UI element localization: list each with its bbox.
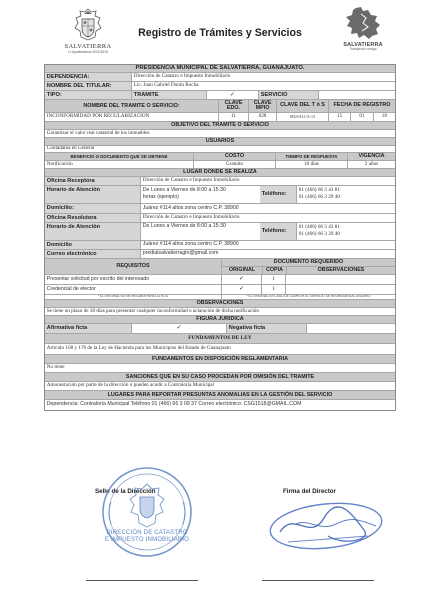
requisito-copia-count: 1 [261, 285, 285, 294]
dependencia-row [45, 73, 395, 82]
firma-label: Firma del Director [283, 488, 336, 495]
horario-receptora-label: Horario de Atención [45, 186, 140, 203]
nombre-header-row [45, 100, 395, 113]
brand-name: SALVATIERRA [343, 42, 383, 49]
fecha-day: 15 [328, 113, 350, 121]
requisito-original-check: ✓ [221, 285, 261, 294]
fundamentos-ley-header-row [45, 334, 395, 344]
fundamentos-reg-header: FUNDAMENTOS EN DISPOSICIÓN REGLAMENTARIA [45, 355, 395, 363]
main-header: PRESIDENCIA MUNICIPAL DE SALVATIERRA, GUANAJUATO. [45, 65, 395, 72]
titular-row [45, 82, 395, 91]
fecha-month: 01 [350, 113, 372, 121]
figura-row [45, 324, 395, 334]
dependencia-label: DEPENDENCIA: [45, 73, 131, 81]
lugar-header: LUGAR DONDE SE REALIZA [45, 169, 395, 176]
fundamentos-reg-header-row [45, 355, 395, 364]
observaciones-header-row [45, 300, 395, 308]
beneficio-header: BENEFICIO O DOCUMENTO QUE SE OBTIENE [45, 153, 193, 160]
correo-row [45, 250, 395, 259]
oficina-resolutora-value: Dirección de Catastro e Impuesto Inmobiliario [140, 214, 395, 222]
negativa-checkbox [306, 324, 395, 333]
servicio-checkbox [318, 91, 395, 99]
telefono2-1: 01 (466) 66 3 43 81 [298, 224, 340, 231]
observaciones-value: Se tiene un plazo de 30 días para presentar cualquier inconformidad o aclaración de dicha notificación [46, 308, 259, 314]
titular-value: Lic. Juan Gabriel Durán Rocha [131, 82, 395, 90]
stamp-line1: DIRECCIÓN DE CATASTRO [106, 530, 188, 536]
objetivo-header: OBJETIVO DEL TRAMITE O SERVICIO [45, 122, 395, 129]
fundamentos-reg-value-row [45, 364, 395, 373]
horario-resolutora-value: De Lunes a Viernes de 8:00 a 15:30 [142, 223, 226, 230]
oficina-resolutora-label: Oficina Resolutora [45, 214, 140, 222]
requisito-text: Credencial de elector [46, 285, 96, 292]
requisito-original-check: ✓ [221, 275, 261, 284]
fecha-year: 18 [373, 113, 395, 121]
requisitos-header-row [45, 259, 395, 275]
nombre-header: NOMBRE DEL TRAMITE O SERVICIO: [45, 100, 218, 112]
fundamentos-ley-value-row [45, 344, 395, 355]
main-header-row [45, 65, 395, 73]
requisito-row [45, 285, 395, 295]
objetivo-value-row [45, 130, 395, 138]
lugares-value-row [45, 400, 395, 410]
horario-resolutora-cell [140, 223, 260, 240]
stamp-line2: E IMPUESTO INMOBILIARIO [104, 537, 190, 544]
tramite-checkmark: ✓ [206, 91, 258, 99]
director-signature [248, 484, 398, 561]
original-header: ORIGINAL [222, 267, 262, 274]
coat-of-arms-icon [72, 8, 104, 42]
telefono-2: 01 (466) 66 3 29 40 [298, 193, 340, 200]
administration-period: H. Ayuntamiento 2015-2018 [68, 49, 108, 54]
costo-header: COSTO [193, 153, 275, 160]
fundamentos-ley-value: Artículo 168 y 176 de la Ley de Hacienda para los Municipios del Estado de Guanajuato [46, 345, 231, 352]
figura-header: FIGURA JURIDICA [45, 316, 395, 323]
beneficio-value-row [45, 161, 395, 169]
requisito-copia-count: 1 [261, 275, 285, 284]
domicilio2-row [45, 241, 395, 250]
tipo-label: TIPO: [45, 91, 131, 99]
vigencia-header: VIGENCIA [347, 153, 395, 160]
lugares-header: LUGARES PARA REPORTAR PRESUNTAS ANOMALIAS EN LA GESTIÓN DEL SERVICIO [45, 391, 395, 399]
clave-edo-value: 11 [218, 113, 248, 121]
tiempo-header: TIEMPO DE RESPUESTA [275, 153, 347, 160]
domicilio2-label: Domicilio [45, 241, 140, 249]
costo-value: Gratuito [193, 161, 275, 168]
signature-scribble-icon [248, 484, 398, 559]
objetivo-header-row [45, 122, 395, 130]
stamp-text [101, 530, 193, 544]
observaciones-value-row [45, 308, 395, 316]
horario-receptora-extra: horas (ejemplo) [142, 193, 179, 200]
fundamentos-ley-header: FUNDAMENTOS DE LEY [45, 334, 395, 343]
note-original: * EL ORIGINAL SE ENTREGARA PARA COTEJO [97, 295, 169, 299]
clave-mpio-header: CLAVE MPIO [248, 100, 276, 112]
usuarios-value-row [45, 146, 395, 153]
beneficio-value: Notificación [46, 161, 73, 167]
brand-logo [333, 6, 393, 52]
tramite-label: TRAMITE [131, 91, 206, 99]
horario-receptora-row [45, 186, 395, 204]
requisito-observaciones [285, 275, 395, 284]
sanciones-header-row [45, 373, 395, 382]
page-title: Registro de Trámites y Servicios [138, 27, 302, 39]
municipality-name: SALVATIERRA [64, 43, 112, 50]
sanciones-value: Amonestación por parte de la dirección o pueden acudir a Contraloría Municipal [46, 382, 215, 389]
sanciones-value-row [45, 382, 395, 391]
requisito-row [45, 275, 395, 285]
dependencia-value: Dirección de Catastro e Impuesto Inmobiliario [131, 73, 395, 81]
documento-header-group [221, 259, 395, 274]
lugar-header-row [45, 169, 395, 177]
afirmativa-label: Afirmativa ficta [45, 324, 131, 333]
stamp-seal-icon [97, 462, 197, 562]
sello-signature-line [86, 580, 198, 581]
documento-header: DOCUMENTO REQUERIDO [222, 259, 395, 267]
telefono2-label: Teléfono: [260, 223, 296, 240]
clave-mpio-value: 028 [248, 113, 276, 121]
nombre-value-row [45, 113, 395, 122]
domicilio-value: Juárez #114 altos zona centro C.P. 38900 [140, 204, 395, 213]
titular-label: NOMBRE DEL TITULAR: [45, 82, 131, 90]
fecha-header: FECHA DE REGISTRO [328, 100, 395, 112]
clave-dep-value: MUSALCA-13 [276, 113, 328, 121]
telefono-1: 01 (466) 66 3 43 81 [298, 187, 340, 194]
figura-header-row [45, 316, 395, 324]
requisitos-header: REQUISITOS [45, 259, 221, 274]
correo-value: predialsalvatierragto@gmail.com [140, 250, 395, 258]
requisito-observaciones [285, 285, 395, 294]
clave-edo-header: CLAVE EDO. [218, 100, 248, 112]
correo-label: Correo electrónico [45, 250, 140, 258]
oficina-receptora-row [45, 177, 395, 186]
brand-slogan: Trabajando contigo [349, 47, 377, 52]
tipo-row [45, 91, 395, 100]
lugares-value: Dependencia: Contraloría Municipal Teléfono 01 (466) 66 3 09 37 Correo electrónico: CSG1518@GMAIL.COM [46, 401, 302, 408]
usuarios-header-row [45, 138, 395, 146]
vigencia-value: 2 años [347, 161, 395, 168]
sello-label: Sello de la Dirección [95, 488, 156, 495]
beneficio-header-row [45, 153, 395, 161]
observaciones-header: OBSERVACIONES [45, 300, 395, 307]
observaciones-col-header: OBSERVACIONES [286, 267, 395, 274]
telefono2-2: 01 (466) 66 3 29 40 [298, 230, 340, 237]
firma-signature-line [262, 580, 374, 581]
fundamentos-reg-value: No tiene [46, 364, 65, 371]
tiempo-value: 10 días [275, 161, 347, 168]
registration-form [44, 64, 396, 411]
telefono-label: Teléfono: [260, 186, 296, 203]
oficina-receptora-value: Dirección de Catastro e Impuesto Inmobiliario [140, 177, 395, 185]
map-silhouette-icon [342, 6, 384, 40]
domicilio-label: Domicilio: [45, 204, 140, 213]
negativa-label: Negativa ficta [226, 324, 306, 333]
clave-dep-header: CLAVE DEL T ó S [276, 100, 328, 112]
horario-resolutora-row [45, 223, 395, 241]
documento-subheaders [222, 267, 395, 274]
servicio-label: SERVICIO [258, 91, 318, 99]
nombre-value: INCONFORMIDAD POR REGULARIZACION [46, 113, 150, 120]
lugares-header-row [45, 391, 395, 400]
horario-receptora-cell [140, 186, 260, 203]
horario-receptora-value: De Lunes a Viernes de 8:00 a 15:30 [142, 187, 226, 194]
domicilio2-value: Juárez #114 altos zona centro C.P. 38900 [140, 241, 395, 249]
afirmativa-checkmark: ✓ [131, 324, 226, 333]
objetivo-value: Garantizar el valor real catastral de los inmuebles [46, 130, 150, 136]
official-stamp [97, 462, 197, 564]
telefono2-cell [296, 223, 395, 240]
oficina-resolutora-row [45, 214, 395, 223]
domicilio-row [45, 204, 395, 214]
usuarios-value: Ciudadanía en General [46, 146, 95, 152]
sanciones-header: SANCIONES QUE EN SU CASO PROCEDAN POR OMISIÓN DEL TRAMITE [45, 373, 395, 381]
horario-resolutora-label: Horario de Atención [45, 223, 140, 240]
usuarios-header: USUARIOS [45, 138, 395, 145]
municipal-logo [60, 8, 116, 54]
copia-header: COPIA [262, 267, 286, 274]
note-return: * EL ORIGINAL EN CASO DE CUMPLIR EL SERVICIO SE REGRESARA AL USUARIO [221, 295, 395, 299]
telefono-cell [296, 186, 395, 203]
oficina-receptora-label: Oficina Receptora [45, 177, 140, 185]
requisito-text: Presentar solicitud por escrito del interesado [46, 275, 150, 282]
